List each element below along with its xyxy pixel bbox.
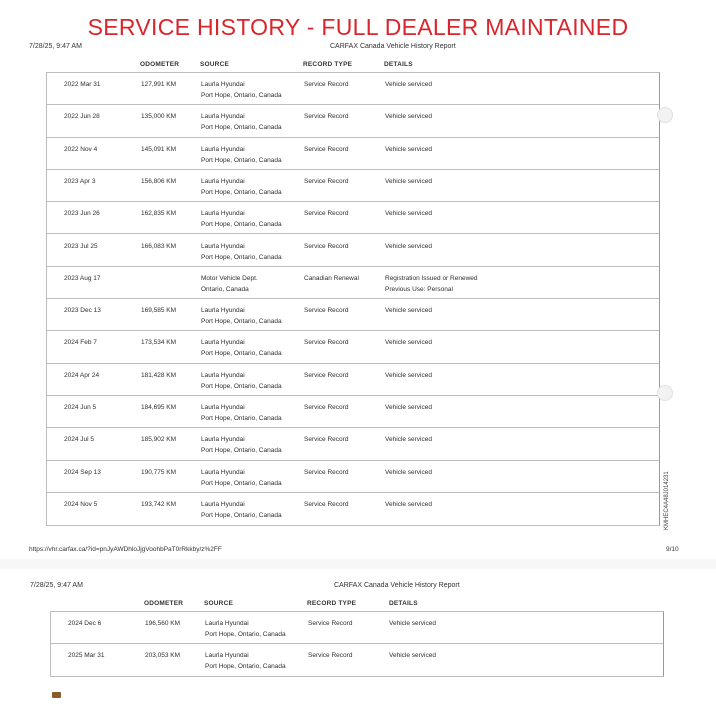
record-odometer-line: 162,835 KM — [141, 210, 177, 218]
record-date-line: 2024 Apr 24 — [64, 371, 100, 379]
record-type-line: Service Record — [304, 371, 349, 379]
record-odometer-line: 203,053 KM — [145, 652, 181, 659]
record-source — [201, 434, 282, 456]
record-source — [205, 650, 286, 672]
table-row — [47, 331, 659, 363]
record-details-line: Vehicle serviced — [385, 210, 432, 218]
record-date-line: 2023 Aug 17 — [64, 274, 101, 282]
record-odometer — [141, 208, 176, 219]
record-date-line: 2024 Sep 13 — [64, 468, 101, 476]
record-source-line: Laurla Hyundai — [201, 307, 245, 315]
record-date — [64, 144, 97, 155]
record-source — [201, 337, 282, 359]
record-type — [308, 650, 352, 661]
record-date — [64, 370, 99, 381]
record-date-line: 2023 Apr 3 — [64, 177, 96, 185]
table-row — [51, 612, 663, 644]
record-source-line: Ontario, Canada — [201, 285, 249, 293]
record-details-line: Vehicle serviced — [385, 436, 432, 444]
table-row — [51, 644, 663, 675]
record-date — [64, 273, 101, 284]
column-header-source: SOURCE — [204, 600, 234, 607]
record-details-line: Previous Use: Personal — [385, 285, 453, 293]
record-type — [304, 144, 348, 155]
service-history-table — [46, 72, 660, 526]
record-type — [304, 176, 348, 187]
record-source-line: Port Hope, Ontario, Canada — [201, 511, 282, 519]
column-header-record-type: RECORD TYPE — [303, 61, 353, 68]
record-details — [385, 176, 432, 187]
record-source-line: Laurla Hyundai — [201, 371, 245, 379]
record-type-line: Canadian Renewal — [304, 274, 359, 282]
record-source — [201, 111, 282, 133]
record-odometer — [141, 434, 176, 445]
record-source-line: Motor Vehicle Dept. — [201, 274, 258, 282]
record-date — [64, 176, 95, 187]
record-details-line: Vehicle serviced — [385, 500, 432, 508]
record-type — [304, 208, 348, 219]
record-odometer — [141, 467, 176, 478]
record-details-line: Vehicle serviced — [385, 113, 432, 121]
record-source-line: Laurla Hyundai — [201, 113, 245, 121]
record-date-line: 2023 Jul 25 — [64, 242, 98, 250]
record-odometer-line: 181,428 KM — [141, 371, 177, 379]
record-type — [308, 618, 352, 629]
record-type-line: Service Record — [304, 145, 349, 153]
record-odometer-line: 190,775 KM — [141, 468, 177, 476]
record-source-line: Laurla Hyundai — [201, 177, 245, 185]
record-odometer — [141, 79, 176, 90]
record-details-line: Vehicle serviced — [385, 371, 432, 379]
record-source — [201, 305, 282, 327]
record-source — [201, 499, 282, 521]
table-row — [47, 461, 659, 493]
record-type — [304, 370, 348, 381]
record-odometer — [141, 402, 176, 413]
record-date — [68, 618, 101, 629]
record-type — [304, 402, 348, 413]
record-details-line: Vehicle serviced — [385, 145, 432, 153]
record-details — [385, 273, 478, 295]
record-source-line: Laurla Hyundai — [201, 436, 245, 444]
record-source-line: Laurla Hyundai — [205, 620, 249, 627]
page1-url: https://vhr.carfax.ca/?id=pnJyAWDhloJjgVoohbPaT0rRkkby/z%2FF — [29, 546, 222, 553]
record-odometer-line: 196,560 KM — [145, 620, 181, 627]
record-source-line: Port Hope, Ontario, Canada — [201, 221, 282, 229]
record-source-line: Port Hope, Ontario, Canada — [205, 631, 286, 638]
column-header-odometer: ODOMETER — [140, 61, 180, 68]
record-source — [201, 144, 282, 166]
record-source — [201, 370, 282, 392]
column-header-record-type: RECORD TYPE — [307, 600, 357, 607]
record-details — [385, 241, 432, 252]
record-date-line: 2024 Jul 5 — [64, 436, 94, 444]
record-source-line: Laurla Hyundai — [201, 210, 245, 218]
table-row — [47, 235, 659, 267]
record-details — [385, 467, 432, 478]
record-date-line: 2022 Jun 28 — [64, 113, 100, 121]
record-details — [385, 402, 432, 413]
record-source-line: Laurla Hyundai — [201, 500, 245, 508]
record-source-line: Port Hope, Ontario, Canada — [201, 479, 282, 487]
vin-label: KMHEC4A48J014231 — [664, 471, 670, 530]
record-source-line: Laurla Hyundai — [201, 242, 245, 250]
record-odometer-line: 184,695 KM — [141, 404, 177, 411]
record-details-line: Vehicle serviced — [385, 177, 432, 185]
record-date-line: 2024 Dec 6 — [68, 620, 102, 627]
record-date-line: 2022 Nov 4 — [64, 145, 98, 153]
record-source — [201, 176, 282, 198]
record-details — [385, 370, 432, 381]
record-source-line: Laurla Hyundai — [205, 652, 249, 659]
record-odometer-line: 145,091 KM — [141, 145, 177, 153]
record-source — [201, 402, 282, 424]
record-details-line: Vehicle serviced — [389, 620, 436, 627]
record-odometer-line: 166,083 KM — [141, 242, 177, 250]
record-source-line: Laurla Hyundai — [201, 404, 245, 411]
record-date — [64, 467, 101, 478]
record-type — [304, 111, 348, 122]
record-details — [389, 618, 436, 629]
record-type-line: Service Record — [304, 177, 349, 185]
record-odometer — [141, 305, 176, 316]
table-row — [47, 170, 659, 202]
page-banner-title: SERVICE HISTORY - FULL DEALER MAINTAINED — [87, 14, 629, 40]
record-details-line: Vehicle serviced — [385, 81, 432, 88]
table-row — [47, 73, 659, 105]
record-odometer — [141, 499, 176, 510]
record-type — [304, 499, 348, 510]
record-type — [304, 467, 348, 478]
record-type-line: Service Record — [304, 242, 349, 250]
record-type-line: Service Record — [304, 113, 349, 121]
record-date-line: 2022 Mar 31 — [64, 81, 101, 88]
record-odometer — [141, 241, 176, 252]
record-odometer — [141, 370, 176, 381]
record-source-line: Port Hope, Ontario, Canada — [201, 350, 282, 358]
record-details-line: Vehicle serviced — [385, 404, 432, 411]
record-type — [304, 434, 348, 445]
column-header-source: SOURCE — [200, 61, 230, 68]
record-source-line: Port Hope, Ontario, Canada — [201, 447, 282, 455]
record-type — [304, 337, 348, 348]
record-details — [385, 434, 432, 445]
record-source — [201, 273, 258, 295]
record-type-line: Service Record — [308, 652, 353, 659]
record-details-line: Vehicle serviced — [385, 339, 432, 347]
record-details-line: Registration Issued or Renewed — [385, 274, 478, 282]
record-source — [201, 241, 282, 263]
record-type — [304, 79, 348, 90]
record-source — [201, 467, 282, 489]
record-date — [64, 241, 98, 252]
record-type-line: Service Record — [304, 404, 349, 411]
record-type-line: Service Record — [304, 436, 349, 444]
table-row — [47, 105, 659, 137]
record-details — [385, 208, 432, 219]
record-odometer-line: 169,585 KM — [141, 307, 177, 315]
record-odometer-line: 127,991 KM — [141, 81, 177, 88]
column-header-details: DETAILS — [384, 61, 413, 68]
record-type — [304, 241, 348, 252]
record-type-line: Service Record — [304, 307, 349, 315]
record-details — [385, 337, 432, 348]
record-type-line: Service Record — [304, 468, 349, 476]
table-row — [47, 364, 659, 396]
record-details — [385, 144, 432, 155]
record-date — [64, 305, 101, 316]
scroll-indicator — [657, 385, 673, 401]
service-history-table-continued — [50, 611, 664, 677]
record-odometer-line: 135,000 KM — [141, 113, 177, 121]
record-odometer-line: 173,534 KM — [141, 339, 177, 347]
page1-timestamp: 7/28/25, 9:47 AM — [29, 43, 82, 50]
record-details-line: Vehicle serviced — [385, 242, 432, 250]
record-source-line: Port Hope, Ontario, Canada — [201, 124, 282, 132]
record-source-line: Port Hope, Ontario, Canada — [201, 92, 282, 99]
record-details — [385, 111, 432, 122]
record-date — [64, 208, 100, 219]
record-date — [64, 402, 96, 413]
page-separator — [0, 559, 716, 569]
page1-report-title: CARFAX Canada Vehicle History Report — [330, 43, 456, 50]
column-header-details: DETAILS — [389, 600, 418, 607]
page2-report-title: CARFAX Canada Vehicle History Report — [334, 582, 460, 589]
record-date — [68, 650, 105, 661]
table-row — [47, 428, 659, 460]
page-corner-mark — [52, 692, 61, 698]
record-details — [385, 499, 432, 510]
column-header-odometer: ODOMETER — [144, 600, 184, 607]
record-date-line: 2023 Jun 26 — [64, 210, 100, 218]
record-details — [385, 305, 432, 316]
record-type-line: Service Record — [304, 500, 349, 508]
record-source-line: Port Hope, Ontario, Canada — [201, 156, 282, 164]
page1-page-number: 9/10 — [666, 546, 679, 553]
table-row — [47, 202, 659, 234]
record-source — [205, 618, 286, 640]
record-source-line: Port Hope, Ontario, Canada — [205, 663, 286, 670]
record-date-line: 2024 Nov 5 — [64, 500, 98, 508]
record-type — [304, 273, 359, 284]
record-source-line: Laurla Hyundai — [201, 339, 245, 347]
table-row — [47, 299, 659, 331]
record-source-line: Laurla Hyundai — [201, 81, 245, 88]
record-details-line: Vehicle serviced — [389, 652, 436, 659]
record-source-line: Port Hope, Ontario, Canada — [201, 253, 282, 261]
record-details — [389, 650, 436, 661]
record-details-line: Vehicle serviced — [385, 468, 432, 476]
record-odometer — [141, 337, 176, 348]
record-odometer-line: 193,742 KM — [141, 500, 177, 508]
record-type-line: Service Record — [304, 210, 349, 218]
record-source-line: Port Hope, Ontario, Canada — [201, 415, 282, 422]
record-date — [64, 111, 100, 122]
record-odometer-line: 185,902 KM — [141, 436, 177, 444]
record-type-line: Service Record — [304, 339, 349, 347]
record-date — [64, 337, 97, 348]
record-source-line: Port Hope, Ontario, Canada — [201, 382, 282, 390]
record-odometer — [141, 111, 176, 122]
record-date — [64, 79, 101, 90]
page2-timestamp: 7/28/25, 9:47 AM — [30, 582, 83, 589]
record-date — [64, 499, 97, 510]
record-source — [201, 79, 282, 101]
record-details — [385, 79, 432, 90]
record-type — [304, 305, 348, 316]
record-odometer — [145, 618, 180, 629]
scroll-indicator — [657, 107, 673, 123]
record-details-line: Vehicle serviced — [385, 307, 432, 315]
record-date-line: 2024 Jun 5 — [64, 404, 97, 411]
table-row — [47, 138, 659, 170]
record-odometer — [141, 144, 176, 155]
table-row — [47, 267, 659, 299]
table-row — [47, 493, 659, 524]
record-source-line: Laurla Hyundai — [201, 145, 245, 153]
record-source-line: Port Hope, Ontario, Canada — [201, 188, 282, 196]
record-date — [64, 434, 94, 445]
record-odometer — [141, 176, 176, 187]
record-odometer — [145, 650, 180, 661]
table-row — [47, 396, 659, 428]
record-date-line: 2025 Mar 31 — [68, 652, 105, 659]
record-date-line: 2023 Dec 13 — [64, 307, 101, 315]
record-source — [201, 208, 282, 230]
record-type-line: Service Record — [304, 81, 349, 88]
record-date-line: 2024 Feb 7 — [64, 339, 97, 347]
record-odometer-line: 156,806 KM — [141, 177, 177, 185]
record-type-line: Service Record — [308, 620, 353, 627]
record-source-line: Laurla Hyundai — [201, 468, 245, 476]
record-source-line: Port Hope, Ontario, Canada — [201, 318, 282, 326]
